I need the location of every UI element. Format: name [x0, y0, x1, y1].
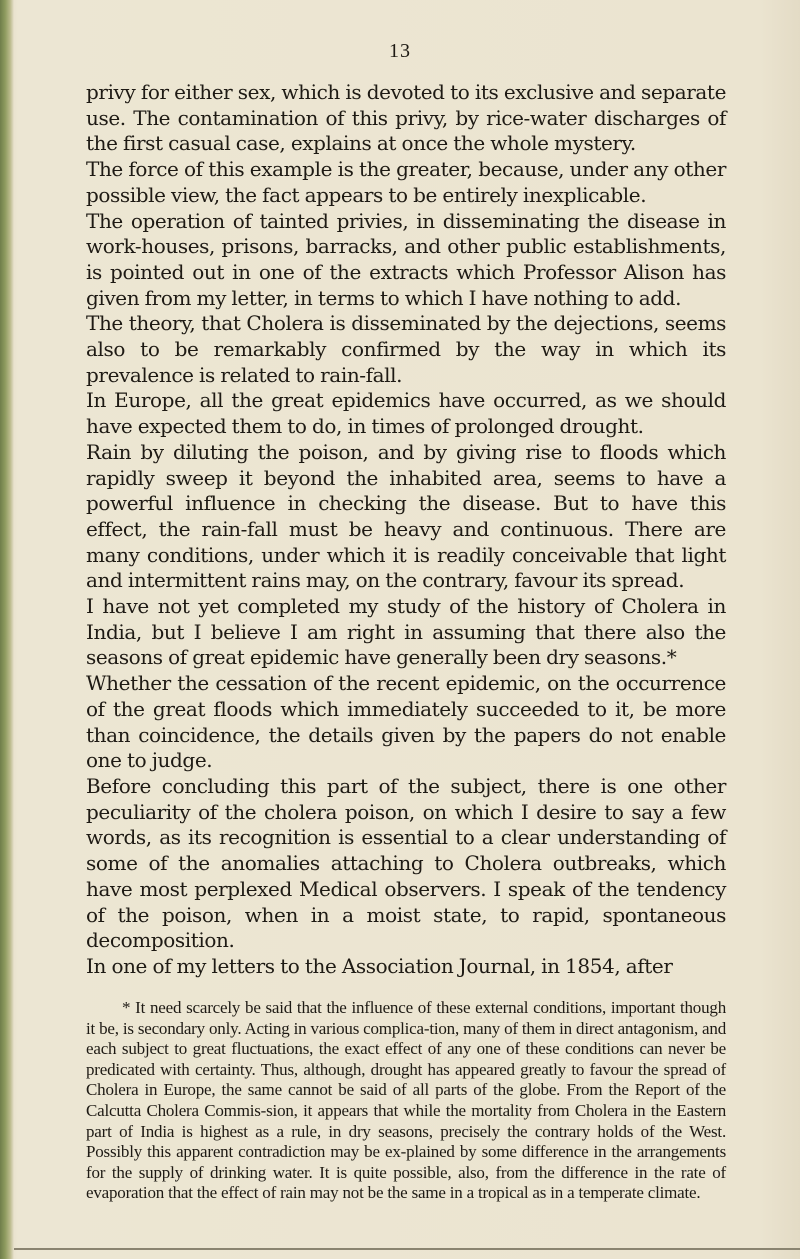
footnote	[86, 998, 726, 1204]
paragraph-6: Rain by diluting the poison, and by giving rise to floods which rapidly sweep it beyond the inhabited area, seems to have a powerful influence in checking the disease. But to have this effect, the rain-fall must be heavy and continuous. There are many conditions, under which it is readily conceivable that light and intermittent rains may, on the contrary, favour its spread.	[86, 439, 726, 593]
page-binding-edge	[0, 0, 14, 1259]
page-bottom-edge	[14, 1248, 800, 1250]
paragraph-2: The force of this example is the greater, because, under any other possible view, the fact appears to be entirely inexplicable.	[86, 157, 726, 207]
paragraph-1: privy for either sex, which is devoted to its exclusive and separate use. The contamination of this privy, by rice-water discharges of the first casual case, explains at once the whole mystery.	[86, 80, 726, 156]
paragraph-4: The theory, that Cholera is disseminated by the dejections, seems also to be remarkably confirmed by the way in which its prevalence is related to rain-fall.	[86, 311, 726, 387]
paragraph-10: In one of my letters to the Association Journal, in 1854, after	[86, 953, 673, 978]
page-number: 13	[389, 40, 411, 62]
paragraph-5: In Europe, all the great epidemics have occurred, as we should have expected them to do, in times of prolonged drought.	[86, 388, 726, 439]
paragraph-3: The operation of tainted privies, in disseminating the disease in work-houses, prisons, barracks, and other public establishments, is pointed out in one of the extracts which Professor Alison has given from my letter, in terms to which I have nothing to add.	[86, 208, 726, 310]
paragraph-8: Whether the cessation of the recent epidemic, on the occurrence of the great floods which immediately succeeded to it, be more than coincidence, the details given by the papers do not enable one to judge.	[86, 671, 726, 773]
paragraph-7: I have not yet completed my study of the history of Cholera in India, but I believe I am right in assuming that there also the seasons of great epidemic have generally been dry seasons.*	[86, 594, 726, 670]
footnote-text: * It need scarcely be said that the influence of these external conditions, important though it be, is secondary only. Acting in various complica-tion, many of them in direct antagonism, and each subject to great fluctuations, the exact effect of any one of these conditions can never be predicated with certainty. Thus, although, drought has appeared greatly to favour the spread of Cholera in Europe, the same cannot be said of all parts of the globe. From the Report of the Calcutta Cholera Commis-sion, it appears that while the mortality from Cholera in the Eastern part of India is highest as a rule, in dry seasons, precisely the contrary holds of the West. Possibly this apparent contradiction may be ex-plained by some difference in the arrangements for the supply of drinking water. It is quite possible, also, from the difference in the rate of evaporation that the effect of rain may not be the same in a tropical as in a temperate climate.	[86, 998, 726, 1203]
paragraph-9: Before concluding this part of the subject, there is one other peculiarity of the cholera poison, on which I desire to say a few words, as its recognition is essential to a clear understanding of some of the anomalies attaching to Cholera outbreaks, which have most perplexed Medical observers. I speak of the tendency of the poison, when in a moist state, to rapid, spontaneous decomposition.	[86, 773, 726, 953]
body-text	[86, 80, 726, 980]
